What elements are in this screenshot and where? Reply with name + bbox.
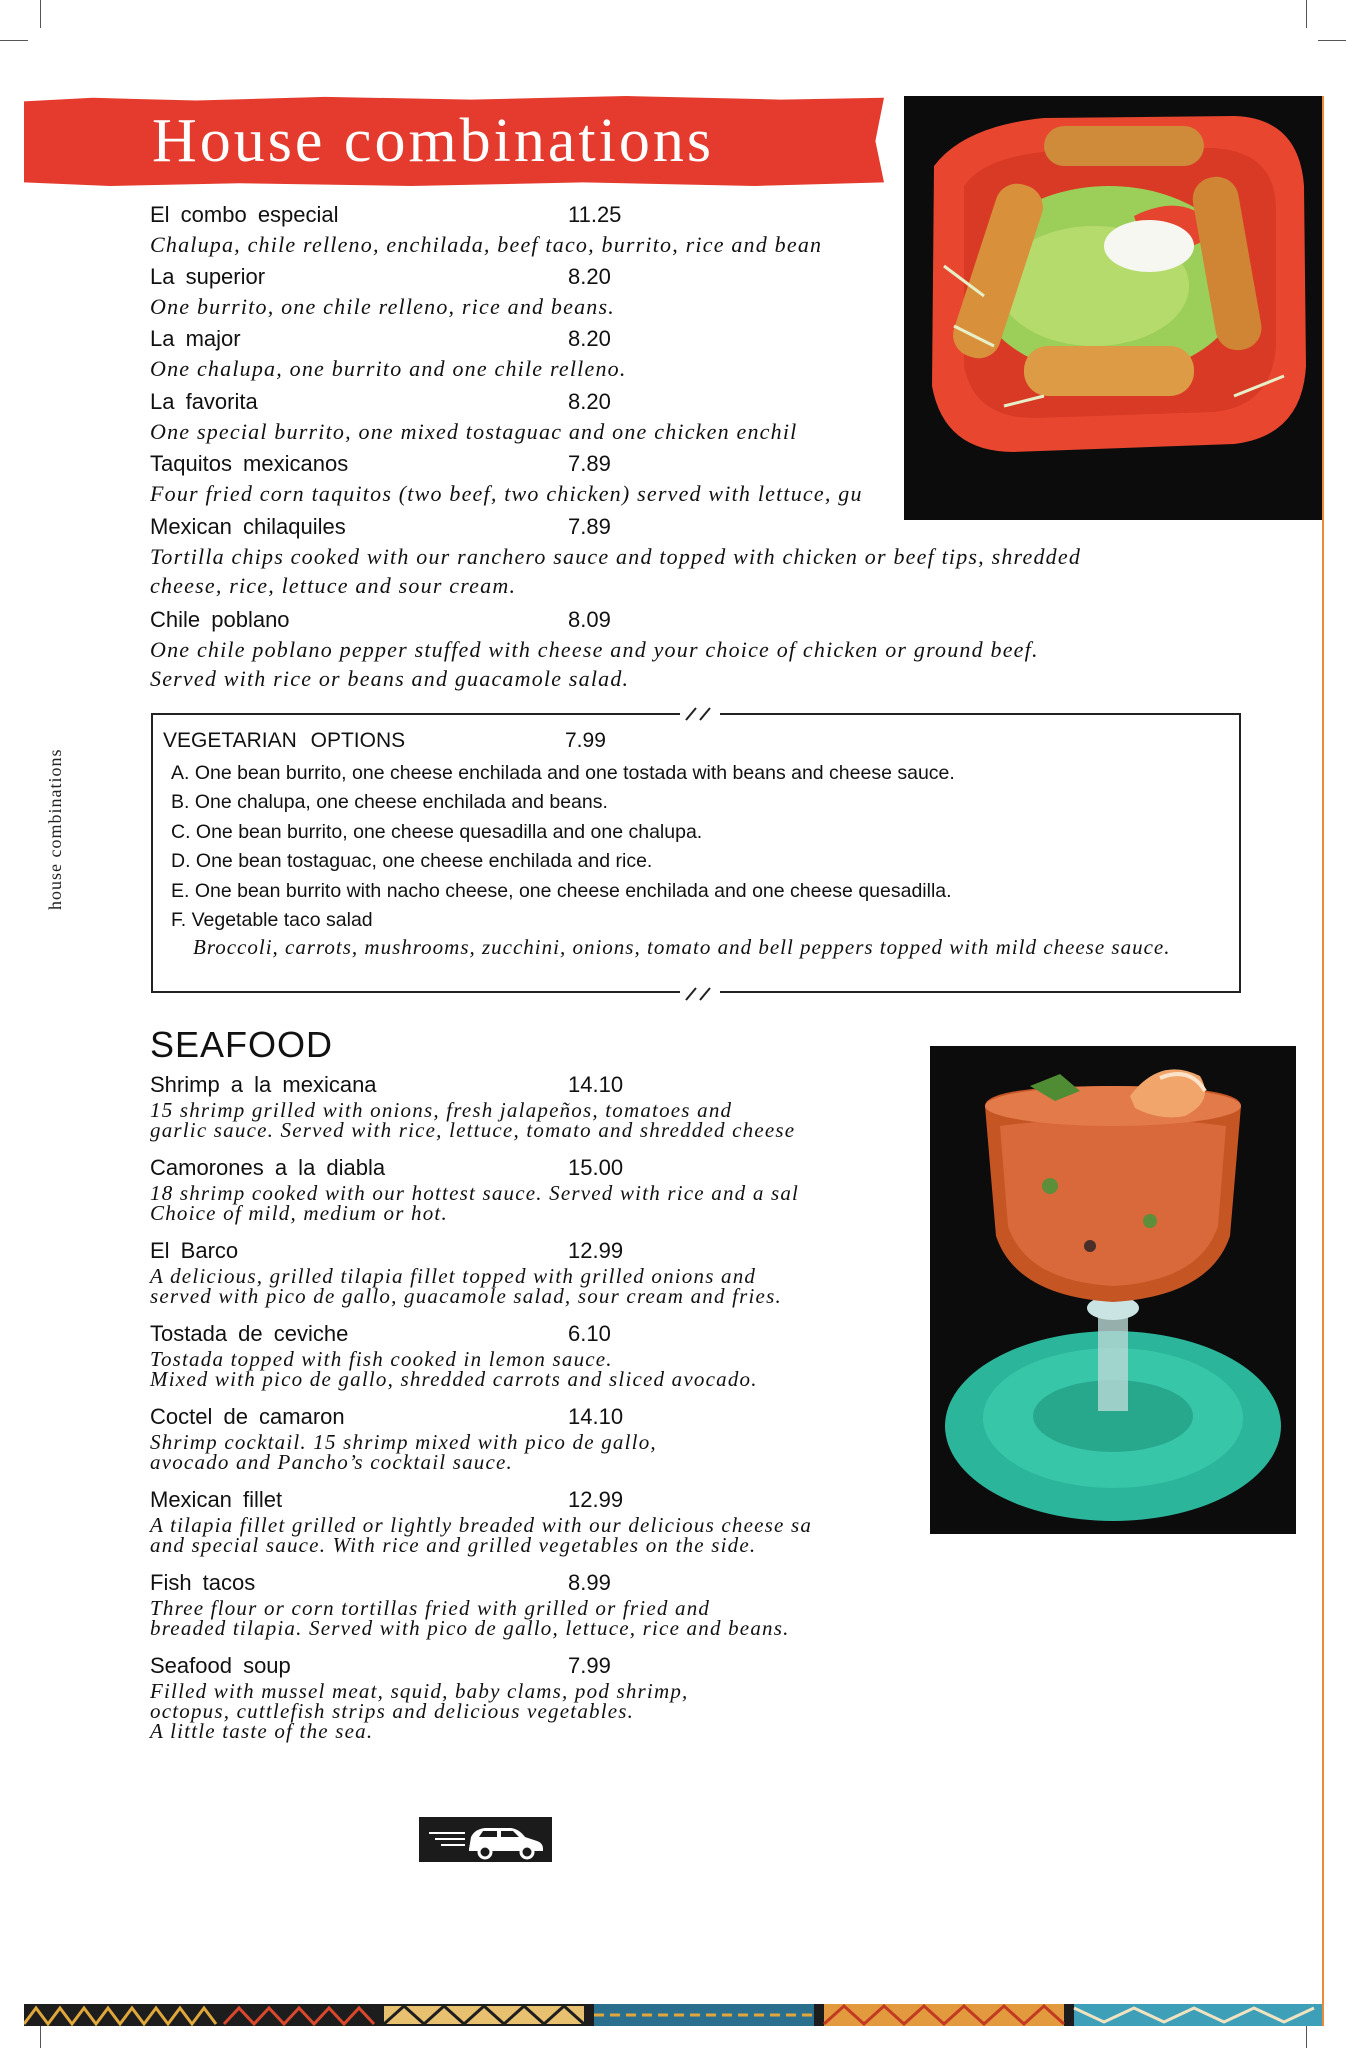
item-description: Shrimp cocktail. 15 shrimp mixed with pico de gallo, [150,1430,657,1454]
item-description: A tilapia fillet grilled or lightly breaded with our delicious cheese sa [150,1513,813,1537]
item-price: 11.25 [568,202,622,227]
item-price: 12.99 [568,1238,624,1263]
item-name: Seafood soup [150,1653,291,1678]
item-description: A delicious, grilled tilapia fillet topped with grilled onions and [150,1264,757,1288]
tribal-pattern [24,2004,1322,2026]
item-price: 6.10 [568,1321,611,1346]
item-description: served with pico de gallo, guacamole salad, sour cream and fries. [150,1284,782,1308]
item-price: 7.89 [568,514,611,539]
item-description: Filled with mussel meat, squid, baby clams, pod shrimp, [150,1679,689,1703]
box-break-mark [680,984,720,1002]
item-name: Chile poblano [150,607,290,632]
vegetarian-option: E. One bean burrito with nacho cheese, one cheese enchilada and one cheese quesadilla. [171,879,952,902]
car-icon [419,1817,552,1862]
item-description: Chalupa, chile relleno, enchilada, beef taco, burrito, rice and bean [150,232,823,257]
item-price: 8.09 [568,607,611,632]
shrimp-cocktail-photo [930,1046,1296,1534]
item-price: 15.00 [568,1155,624,1180]
crop-mark [40,0,41,28]
item-description: garlic sauce. Served with rice, lettuce, tomato and shredded cheese [150,1118,796,1142]
item-description: Three flour or corn tortillas fried with grilled or fried and [150,1596,711,1620]
item-description: Tortilla chips cooked with our ranchero sauce and topped with chicken or beef tips, shredded [150,544,1082,569]
vegetarian-option: F. Vegetable taco salad [171,909,373,932]
item-name: La favorita [150,389,258,414]
vegetarian-options-box [151,713,1241,993]
item-name: Taquitos mexicanos [150,451,349,476]
item-price: 8.20 [568,389,611,414]
vegetarian-option: D. One bean tostaguac, one cheese enchilada and rice. [171,850,653,873]
item-price: 7.89 [568,451,611,476]
page-title: House combinations [152,107,714,175]
item-description: One special burrito, one mixed tostaguac and one chicken enchil [150,419,798,444]
box-break-mark [680,704,720,722]
side-section-label: house combinations [45,748,65,910]
crop-mark [0,40,28,41]
item-name: Tostada de ceviche [150,1321,349,1346]
item-name: El combo especial [150,202,339,227]
item-description: cheese, rice, lettuce and sour cream. [150,573,517,598]
page-edge-rule [1322,96,1324,2026]
vegetarian-option: B. One chalupa, one cheese enchilada and beans. [171,791,608,814]
item-price: 7.99 [568,1653,611,1678]
item-name: La superior [150,264,266,289]
crop-mark [1318,40,1346,41]
shrimp-cocktail-illustration [930,1046,1296,1534]
vegetarian-option: A. One bean burrito, one cheese enchilada and one tostada with beans and cheese sauce. [171,762,955,784]
menu-item [150,1570,1230,1638]
item-name: Shrimp a la mexicana [150,1072,377,1097]
vegetable-salad-description: Broccoli, carrots, mushrooms, zucchini, onions, tomato and bell peppers topped with mild cheese sauce. [193,935,1171,959]
item-description: Four fried corn taquitos (two beef, two chicken) served with lettuce, gu [150,481,863,506]
menu-item [150,514,1230,600]
item-name: Coctel de camaron [150,1404,345,1429]
item-name: Mexican chilaquiles [150,514,346,539]
taquitos-photo [904,96,1322,520]
item-description: A little taste of the sea. [150,1719,374,1743]
item-description: One chile poblano pepper stuffed with cheese and your choice of chicken or ground beef. [150,637,1039,662]
delivery-car-icon [419,1817,552,1862]
item-price: 12.99 [568,1487,624,1512]
seafood-heading: SEAFOOD [150,1024,334,1065]
item-name: Camorones a la diabla [150,1155,386,1180]
item-description: Served with rice or beans and guacamole salad. [150,666,630,691]
item-description: octopus, cuttlefish strips and delicious vegetables. [150,1699,635,1723]
taquitos-plate-illustration [904,96,1322,520]
item-description: avocado and Pancho’s cocktail sauce. [150,1450,513,1474]
crop-mark [1306,0,1307,28]
menu-item [150,607,1230,693]
item-description: Mixed with pico de gallo, shredded carrots and sliced avocado. [150,1367,758,1391]
item-description: One chalupa, one burrito and one chile relleno. [150,356,627,381]
item-price: 14.10 [568,1404,624,1429]
item-description: One burrito, one chile relleno, rice and beans. [150,294,615,319]
item-name: Fish tacos [150,1570,256,1595]
item-price: 8.20 [568,326,611,351]
item-description: breaded tilapia. Served with pico de gallo, lettuce, rice and beans. [150,1616,790,1640]
item-description: Choice of mild, medium or hot. [150,1201,448,1225]
item-name: Mexican fillet [150,1487,283,1512]
item-price: 8.20 [568,264,611,289]
item-name: El Barco [150,1238,239,1263]
item-name: La major [150,326,241,351]
item-price: 14.10 [568,1072,624,1097]
vegetarian-title: VEGETARIAN OPTIONS [163,729,406,752]
vegetarian-option: C. One bean burrito, one cheese quesadilla and one chalupa. [171,820,703,843]
vegetarian-price: 7.99 [565,729,606,752]
item-price: 8.99 [568,1570,611,1595]
item-description: 15 shrimp grilled with onions, fresh jalapeños, tomatoes and [150,1098,733,1122]
vegetarian-option-list [171,759,955,935]
decorative-pattern-border [24,2004,1322,2026]
item-description: 18 shrimp cooked with our hottest sauce. Served with rice and a sal [150,1181,800,1205]
item-description: and special sauce. With rice and grilled vegetables on the side. [150,1533,757,1557]
item-description: Tostada topped with fish cooked in lemon sauce. [150,1347,613,1371]
menu-item [150,1653,1230,1741]
